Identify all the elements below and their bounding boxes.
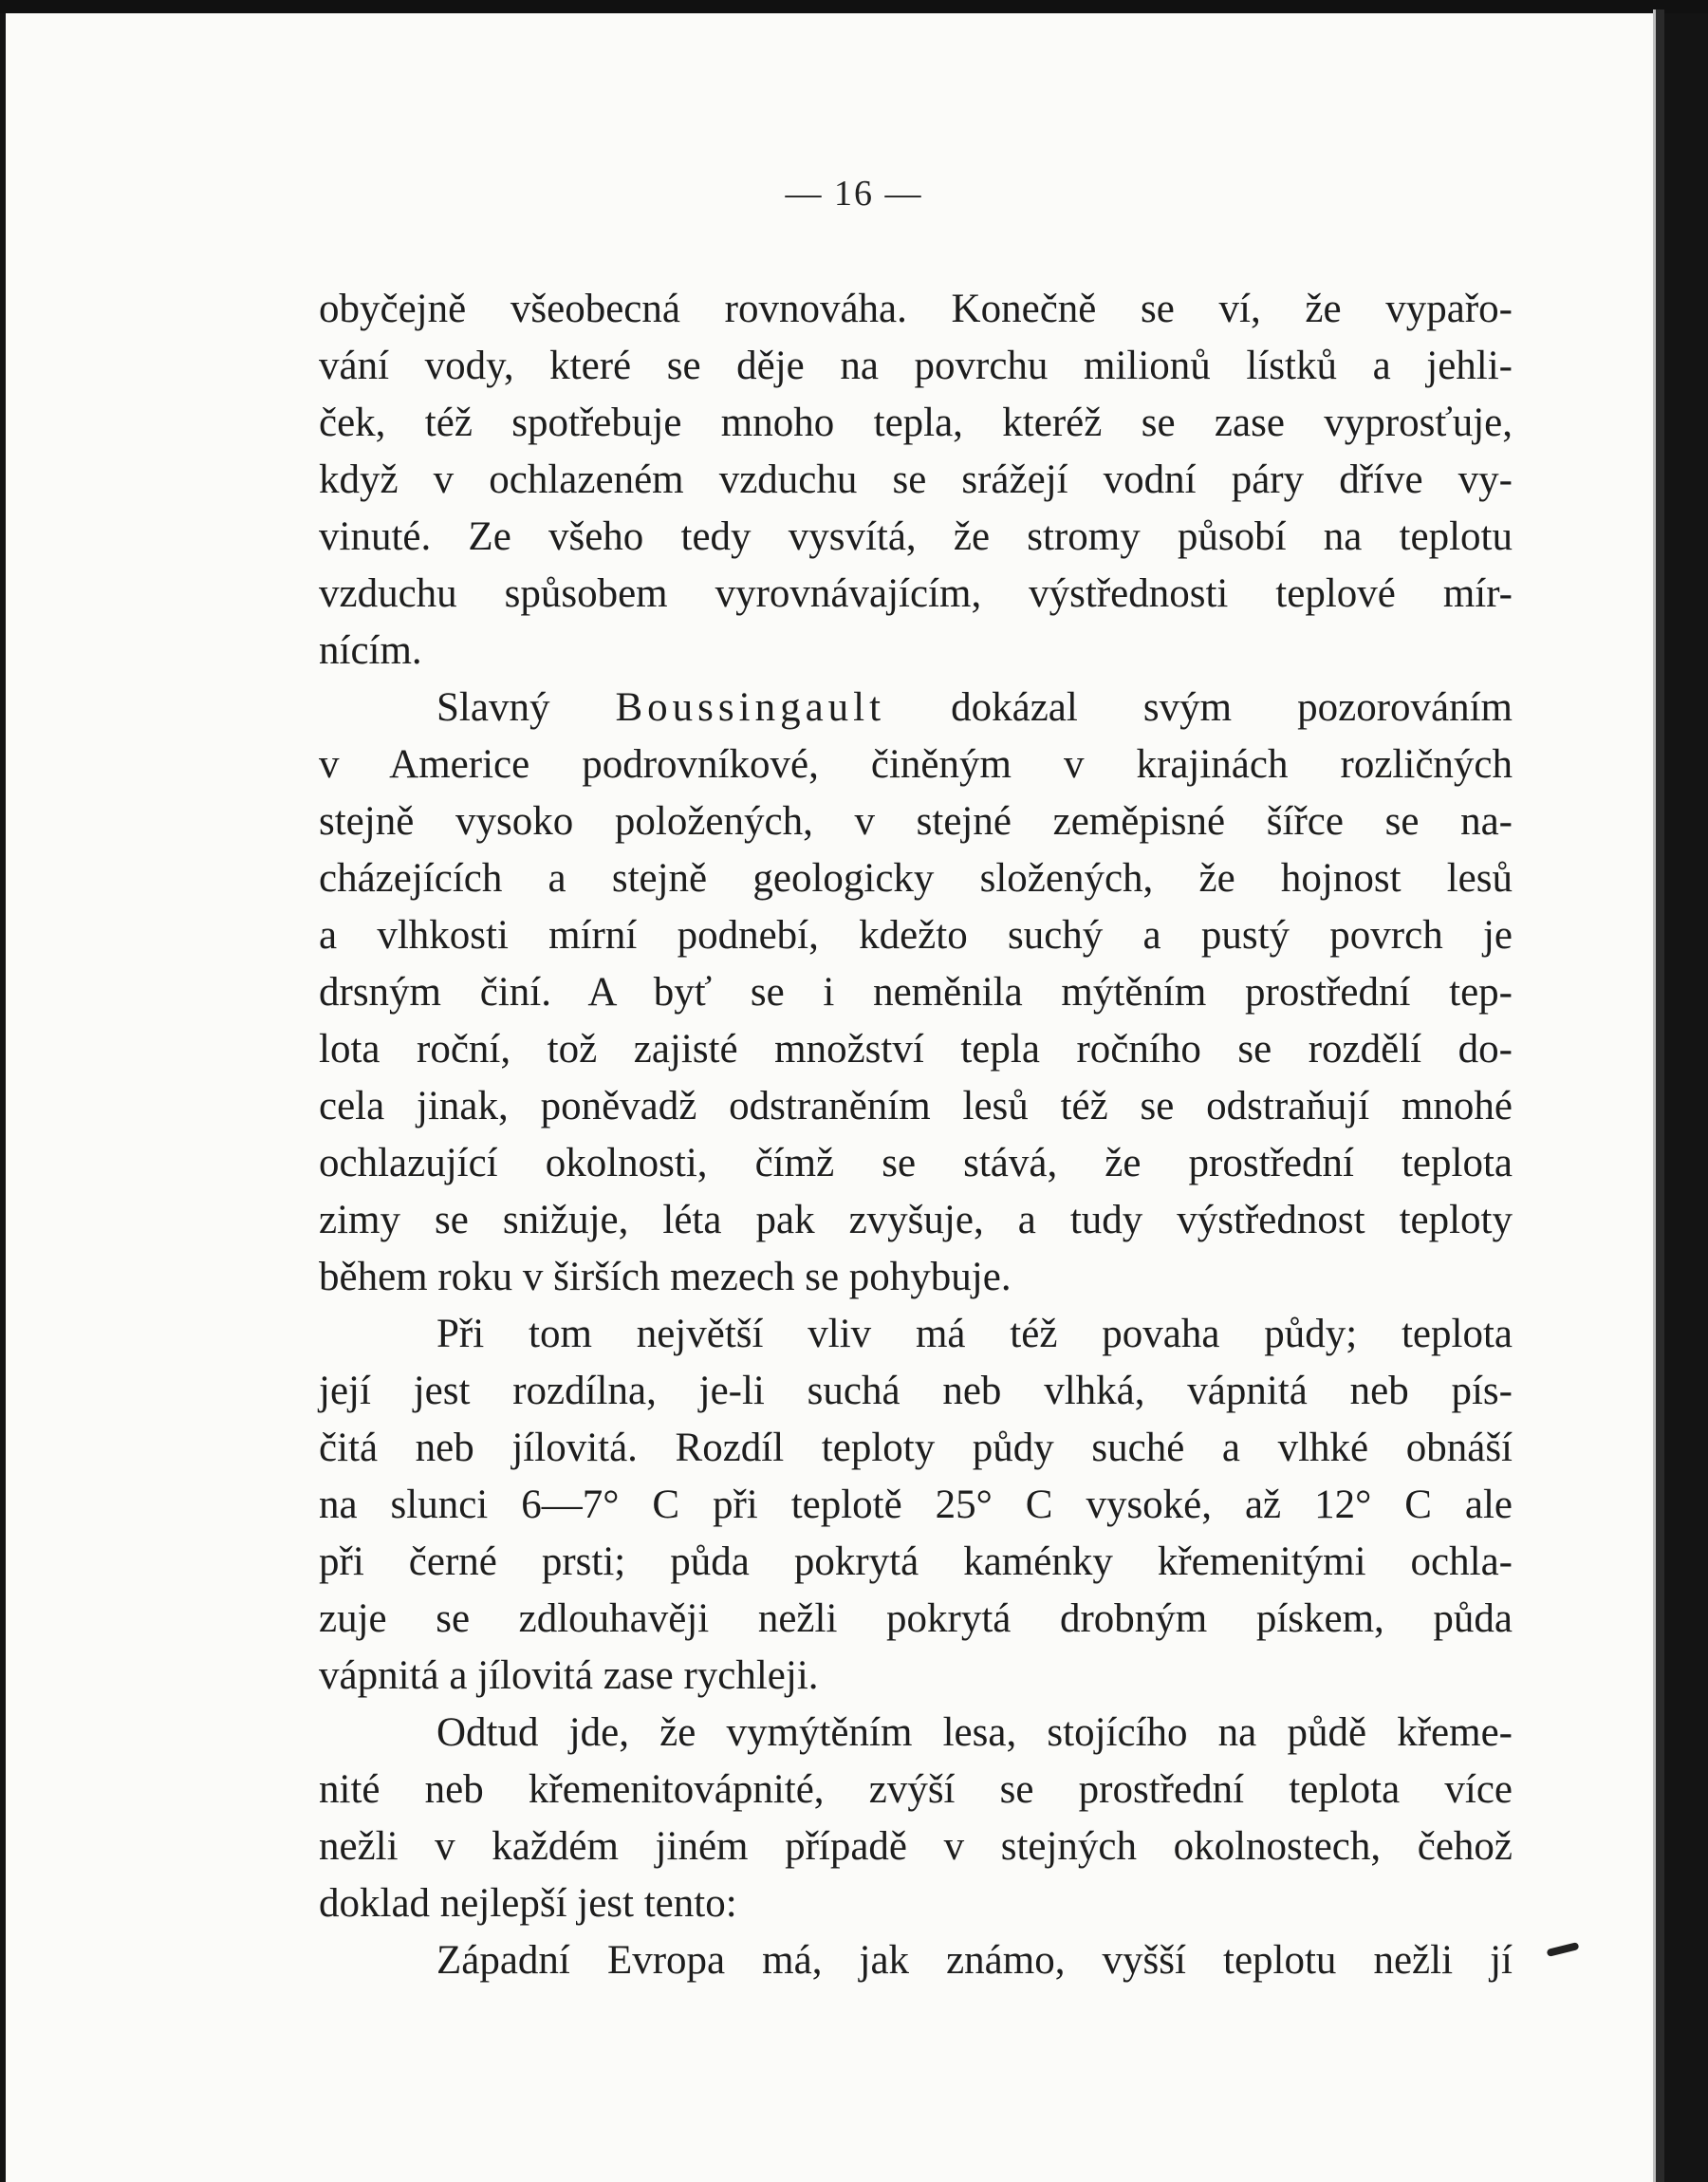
text-line: Odtud jde, že vymýtěním lesa, stojícího na půdě křeme-	[436, 1710, 1513, 1755]
paragraph	[319, 1306, 1513, 1705]
author-name-spaced: Boussingault	[615, 685, 886, 730]
paragraph	[319, 680, 1513, 1306]
text-line: v Americe podrovníkové, činěným v krajinách rozličných	[319, 742, 1513, 787]
text-line: při černé prsti; půda pokrytá kaménky křemenitými ochla-	[319, 1539, 1513, 1584]
text-line: vzduchu spůsobem vyrovnávajícím, výstřednosti teplové mír-	[319, 571, 1513, 616]
text-line: zimy se snižuje, léta pak zvyšuje, a tudy výstřednost teploty	[319, 1198, 1513, 1242]
text-line: doklad nejlepší jest tento:	[319, 1881, 737, 1926]
text-line: ochlazující okolnosti, čímž se stává, že prostřední teplota	[319, 1141, 1513, 1185]
text-line: a vlhkosti mírní podnebí, kdežto suchý a pustý povrch je	[319, 913, 1513, 958]
text-line: Západní Evropa má, jak známo, vyšší teplotu nežli jí	[436, 1938, 1513, 1983]
paragraph	[319, 1705, 1513, 1932]
text-line: drsným činí. A byť se i neměnila mýtěním prostřední tep-	[319, 970, 1513, 1015]
text-run: Slavný	[436, 685, 616, 730]
text-line: vápnitá a jílovitá zase rychleji.	[319, 1653, 819, 1698]
page-binding-edge	[1653, 9, 1664, 2182]
text-line	[319, 680, 1513, 737]
page-number: — 16 —	[785, 174, 923, 214]
text-line: během roku v širších mezech se pohybuje.	[319, 1255, 1012, 1299]
paragraph	[319, 1932, 1513, 1989]
text-line: zuje se zdlouhavěji nežli pokrytá drobným pískem, půda	[319, 1596, 1513, 1641]
text-line: nícím.	[319, 628, 422, 673]
text-line: cházejících a stejně geologicky složených, že hojnost lesů	[319, 856, 1513, 901]
text-line: čitá neb jílovitá. Rozdíl teploty půdy suché a vlhké obnáší	[319, 1426, 1513, 1470]
text-line: na slunci 6—7° C při teplotě 25° C vysoké, až 12° C ale	[319, 1483, 1513, 1527]
text-run: dokázal svým pozorováním	[885, 685, 1513, 730]
text-line: její jest rozdílna, je-li suchá neb vlhká, vápnitá neb pís-	[319, 1369, 1513, 1413]
text-line: obyčejně všeobecná rovnováha. Konečně se ví, že vypařo-	[319, 287, 1513, 331]
text-line: nežli v každém jiném případě v stejných okolnostech, čehož	[319, 1824, 1513, 1869]
text-line: Při tom největší vliv má též povaha půdy; teplota	[436, 1312, 1513, 1356]
text-line: cela jinak, poněvadž odstraněním lesů též se odstraňují mnohé	[319, 1084, 1513, 1128]
text-line: vání vody, které se děje na povrchu milionů lístků a jehli-	[319, 344, 1513, 388]
text-line: když v ochlazeném vzduchu se srážejí vodní páry dříve vy-	[319, 457, 1513, 502]
text-line: ček, též spotřebuje mnoho tepla, kteréž se zase vyprosťuje,	[319, 401, 1513, 445]
paragraph	[319, 281, 1513, 680]
scan-top-edge	[0, 0, 1708, 13]
text-line: stejně vysoko položených, v stejné zeměpisné šířce se na-	[319, 799, 1513, 844]
text-line: lota roční, tož zajisté množství tepla ročního se rozdělí do-	[319, 1027, 1513, 1072]
text-line: nité neb křemenitovápnité, zvýší se prostřední teplota více	[319, 1767, 1513, 1812]
text-line: vinuté. Ze všeho tedy vysvítá, že stromy působí na teplotu	[319, 514, 1513, 559]
body-text	[319, 281, 1513, 1989]
